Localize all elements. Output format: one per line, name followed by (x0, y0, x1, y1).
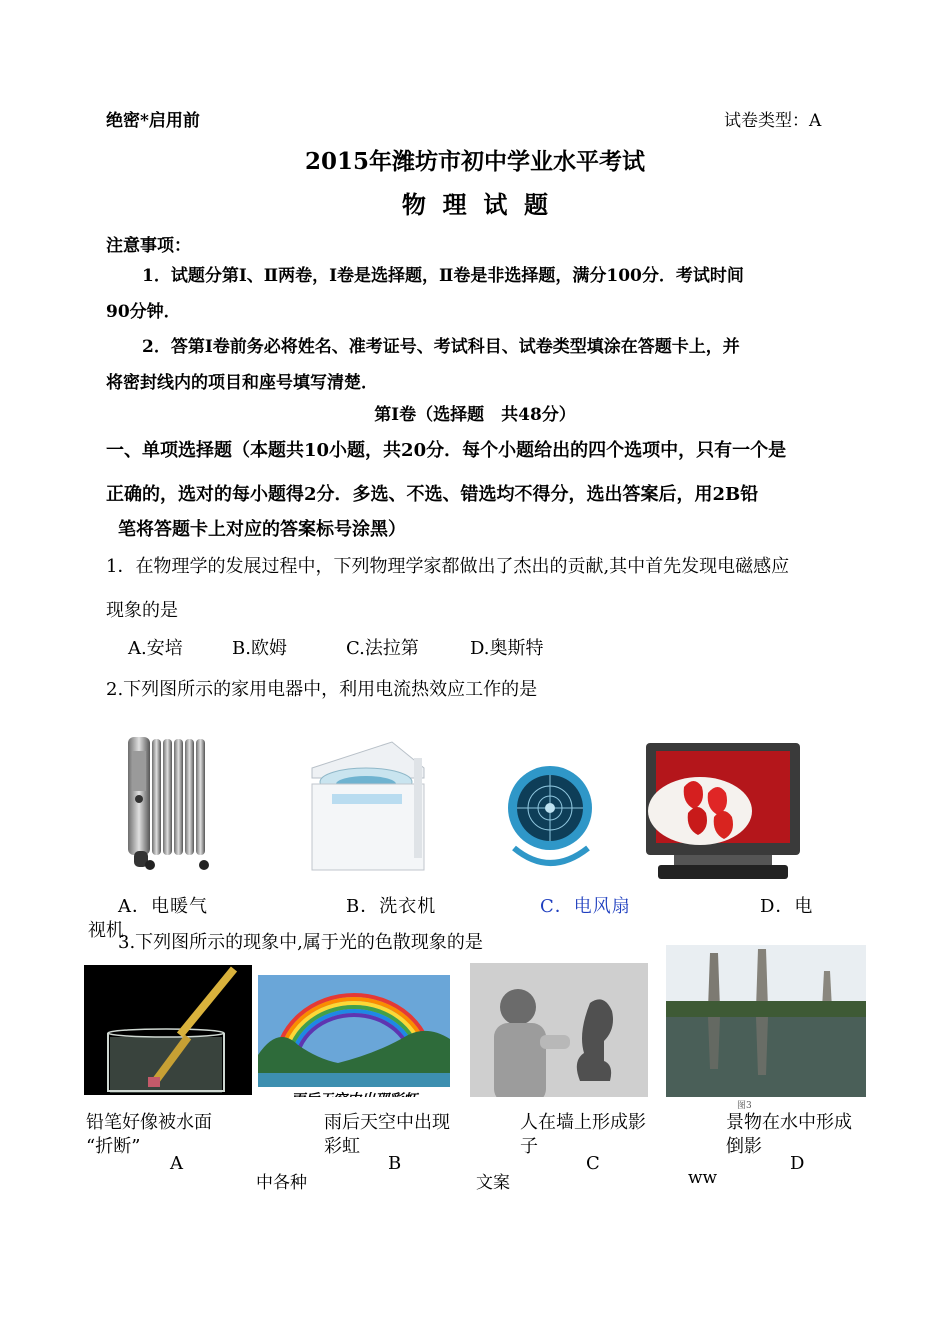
q1-option-d: D.奥斯特 (470, 638, 544, 659)
q3-caption-a-line-1: 铅笔好像被水面 (86, 1112, 212, 1133)
q2-option-a: A．电暖气 (118, 896, 208, 917)
q1-stem-line-1: 1．在物理学的发展过程中，下列物理学家都做出了杰出的贡献,其中首先发现电磁感应 (106, 556, 790, 577)
q3-letter-c: C (586, 1153, 600, 1174)
note-2-line-2: 将密封线内的项目和座号填写清楚． (106, 373, 378, 393)
washing-machine-image (302, 738, 428, 876)
q3-caption-a-line-2: “折断” (86, 1136, 141, 1157)
note-1-line-1: 1．试题分第Ⅰ、Ⅱ两卷，I卷是选择题，Ⅱ卷是非选择题，满分100分．考试时间 (142, 266, 744, 286)
q3-letter-d: D (790, 1153, 805, 1174)
q3-caption-c-line-2: 子 (520, 1136, 538, 1157)
q2-option-b: B．洗衣机 (346, 896, 437, 917)
q3-caption-b-line-2: 彩虹 (324, 1136, 360, 1157)
q3-caption-d-line-1: 景物在水中形成 (726, 1112, 852, 1133)
tv-image (644, 741, 802, 883)
q1-option-a: A.安培 (128, 638, 183, 659)
paper-type-label: 试卷类型：A (724, 111, 822, 131)
q1-option-c: C.法拉第 (346, 638, 419, 659)
q1-option-b: B.欧姆 (232, 638, 287, 659)
shadow-image (470, 963, 648, 1103)
exam-subtitle: 物 理 试 题 (401, 190, 549, 219)
watermark-fragment-2: 文案 (476, 1173, 510, 1193)
q2-option-c: C．电风扇 (540, 896, 631, 917)
q1-stem-line-2: 现象的是 (106, 600, 178, 621)
note-1-line-2: 90分钟． (106, 302, 181, 322)
figure-label: 图3 (737, 1101, 752, 1111)
q2-option-d-wrap: 视机 (88, 920, 124, 941)
q3-letter-a: A (170, 1153, 183, 1174)
part1-line-3: 笔将答题卡上对应的答案标号涂黑） (118, 519, 406, 540)
pencil-in-water-image (84, 965, 252, 1095)
rainbow-image (258, 975, 450, 1110)
q3-caption-b-line-1: 雨后天空中出现 (324, 1112, 450, 1133)
part1-line-2: 正确的，选对的每小题得2分．多选、不选、错选均不得分，选出答案后，用2B铅 (106, 484, 759, 505)
fan-image (504, 760, 598, 870)
caption-cover (84, 1097, 724, 1111)
q3-caption-d-line-2: 倒影 (726, 1136, 762, 1157)
reflection-image (666, 945, 866, 1097)
q2-option-d: D．电 (760, 896, 814, 917)
exam-title: 2015年潍坊市初中学业水平考试 (304, 148, 645, 175)
secrecy-label: 绝密*启用前 (106, 111, 200, 131)
q3-caption-c-line-1: 人在墙上形成影 (520, 1112, 646, 1133)
watermark-fragment-3: ww (688, 1168, 718, 1188)
q3-letter-b: B (388, 1153, 402, 1174)
q2-stem: 2.下列图所示的家用电器中，利用电流热效应工作的是 (106, 679, 538, 700)
heater-image (120, 733, 214, 873)
notes-heading: 注意事项： (106, 236, 191, 256)
note-2-line-1: 2．答第Ⅰ卷前务必将姓名、准考证号、考试科目、试卷类型填涂在答题卡上，并 (142, 337, 740, 357)
q3-stem: 3.下列图所示的现象中,属于光的色散现象的是 (118, 932, 483, 953)
watermark-fragment-1: 中各种 (256, 1173, 307, 1193)
section-title: 第Ⅰ卷（选择题 共48分） (374, 405, 576, 425)
part1-line-1: 一、单项选择题（本题共10小题，共20分．每个小题给出的四个选项中，只有一个是 (106, 440, 787, 461)
